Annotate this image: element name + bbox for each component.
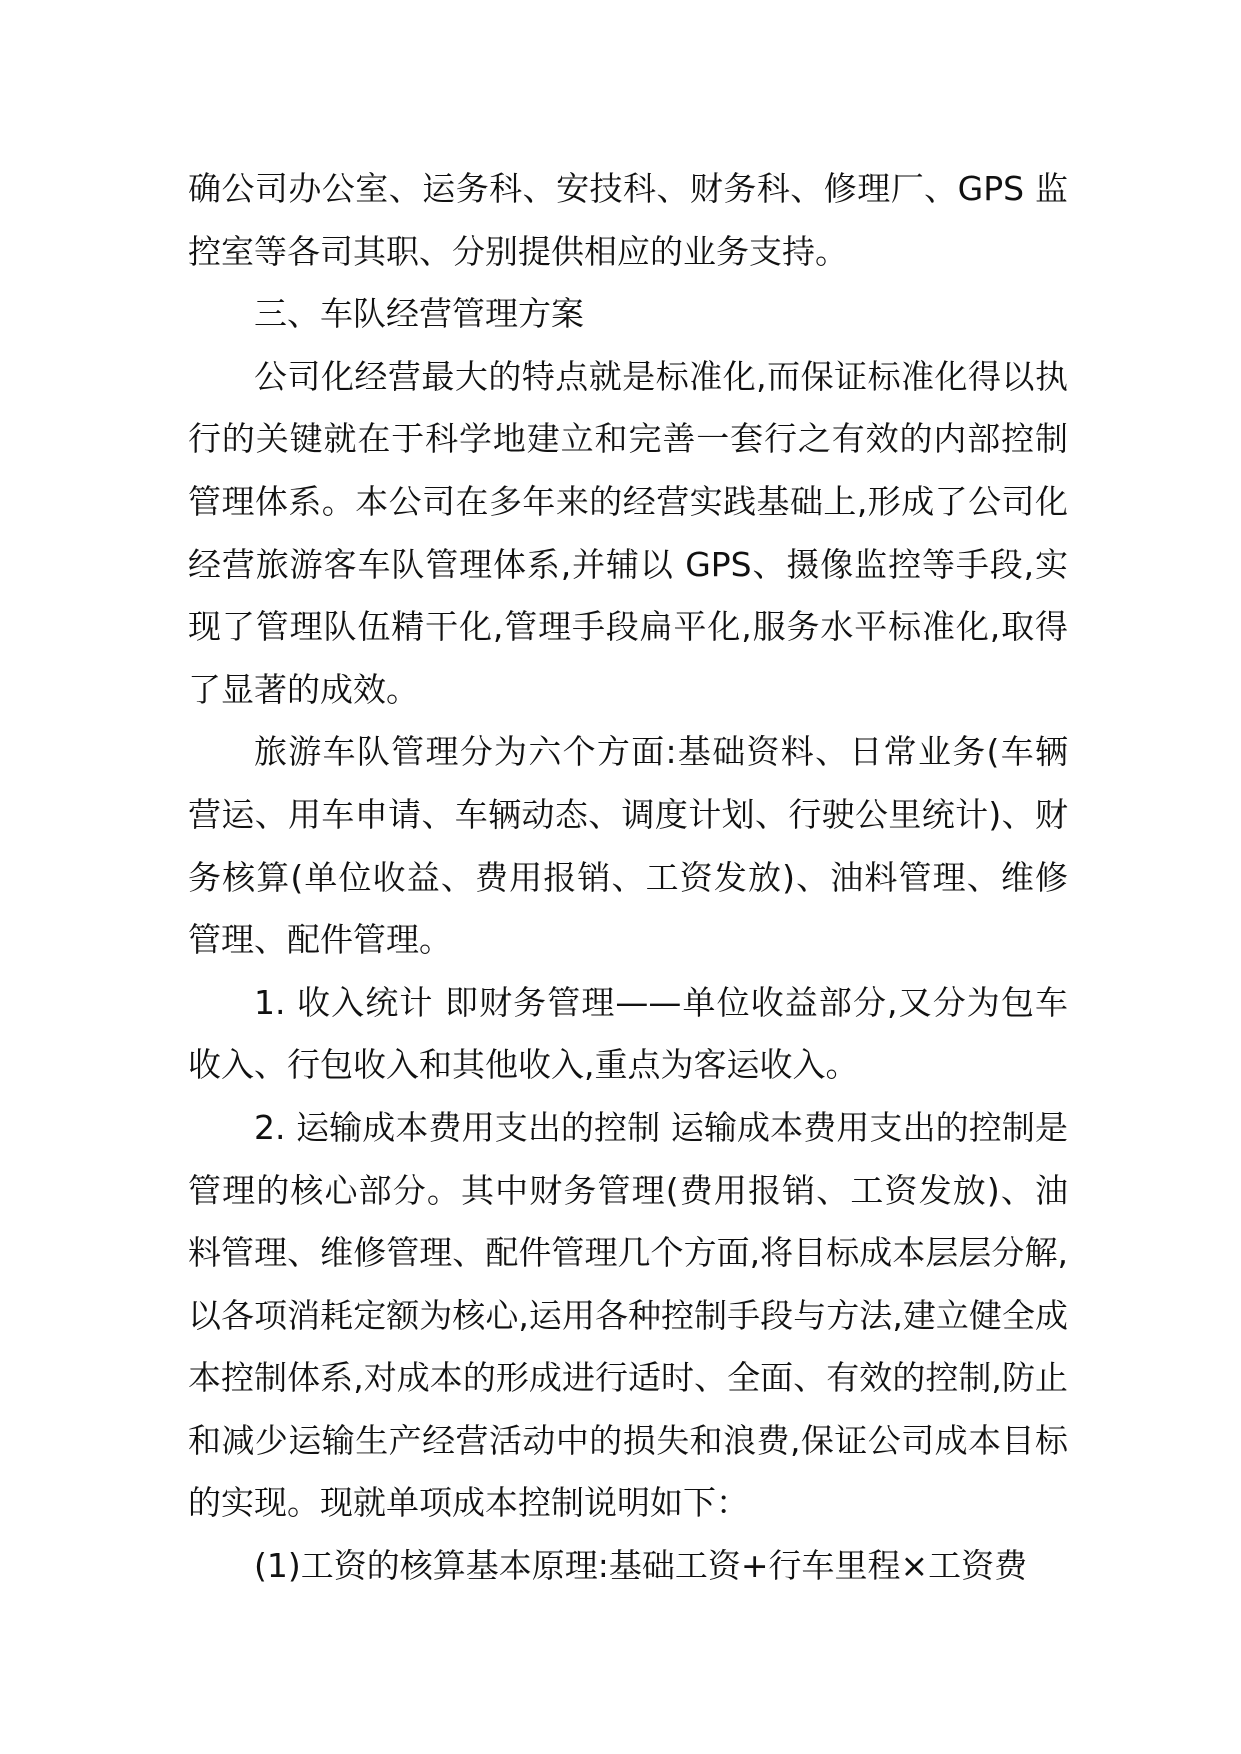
document-body	[188, 158, 1068, 1598]
paragraph-dept-support: 确公司办公室、运务科、安技科、财务科、修理厂、GPS 监控室等各司其职、分别提供相应的业务支持。	[188, 169, 1068, 271]
section-heading-fleet-management: 三、车队经营管理方案	[254, 294, 584, 334]
paragraph-six-aspects: 旅游车队管理分为六个方面:基础资料、日常业务(车辆营运、用车申请、车辆动态、调度计划、行驶公里统计)、财务核算(单位收益、费用报销、工资发放)、油料管理、维修管理、配件管理。	[188, 732, 1068, 960]
paragraph-standardization: 公司化经营最大的特点就是标准化,而保证标准化得以执行的关键就在于科学地建立和完善一套行之有效的内部控制管理体系。本公司在多年来的经营实践基础上,形成了公司化经营旅游客车队管理体系,并辅以 GPS、摄像监控等手段,实现了管理队伍精干化,管理手段扁平化,服务水平标准化,取得了显著的成效。	[188, 356, 1068, 709]
paragraph-income-statistics: 1. 收入统计 即财务管理——单位收益部分,又分为包车收入、行包收入和其他收入,重点为客运收入。	[188, 982, 1068, 1085]
paragraph-wage-accounting: (1)工资的核算基本原理:基础工资+行车里程×工资费	[254, 1546, 1028, 1586]
paragraph-cost-control: 2. 运输成本费用支出的控制 运输成本费用支出的控制是管理的核心部分。其中财务管理(费用报销、工资发放)、油料管理、维修管理、配件管理几个方面,将目标成本层层分解,以各项消耗定额为核心,运用各种控制手段与方法,建立健全成本控制体系,对成本的形成进行适时、全面、有效的控制,防止和减少运输生产经营活动中的损失和浪费,保证公司成本目标的实现。现就单项成本控制说明如下：	[188, 1107, 1068, 1523]
